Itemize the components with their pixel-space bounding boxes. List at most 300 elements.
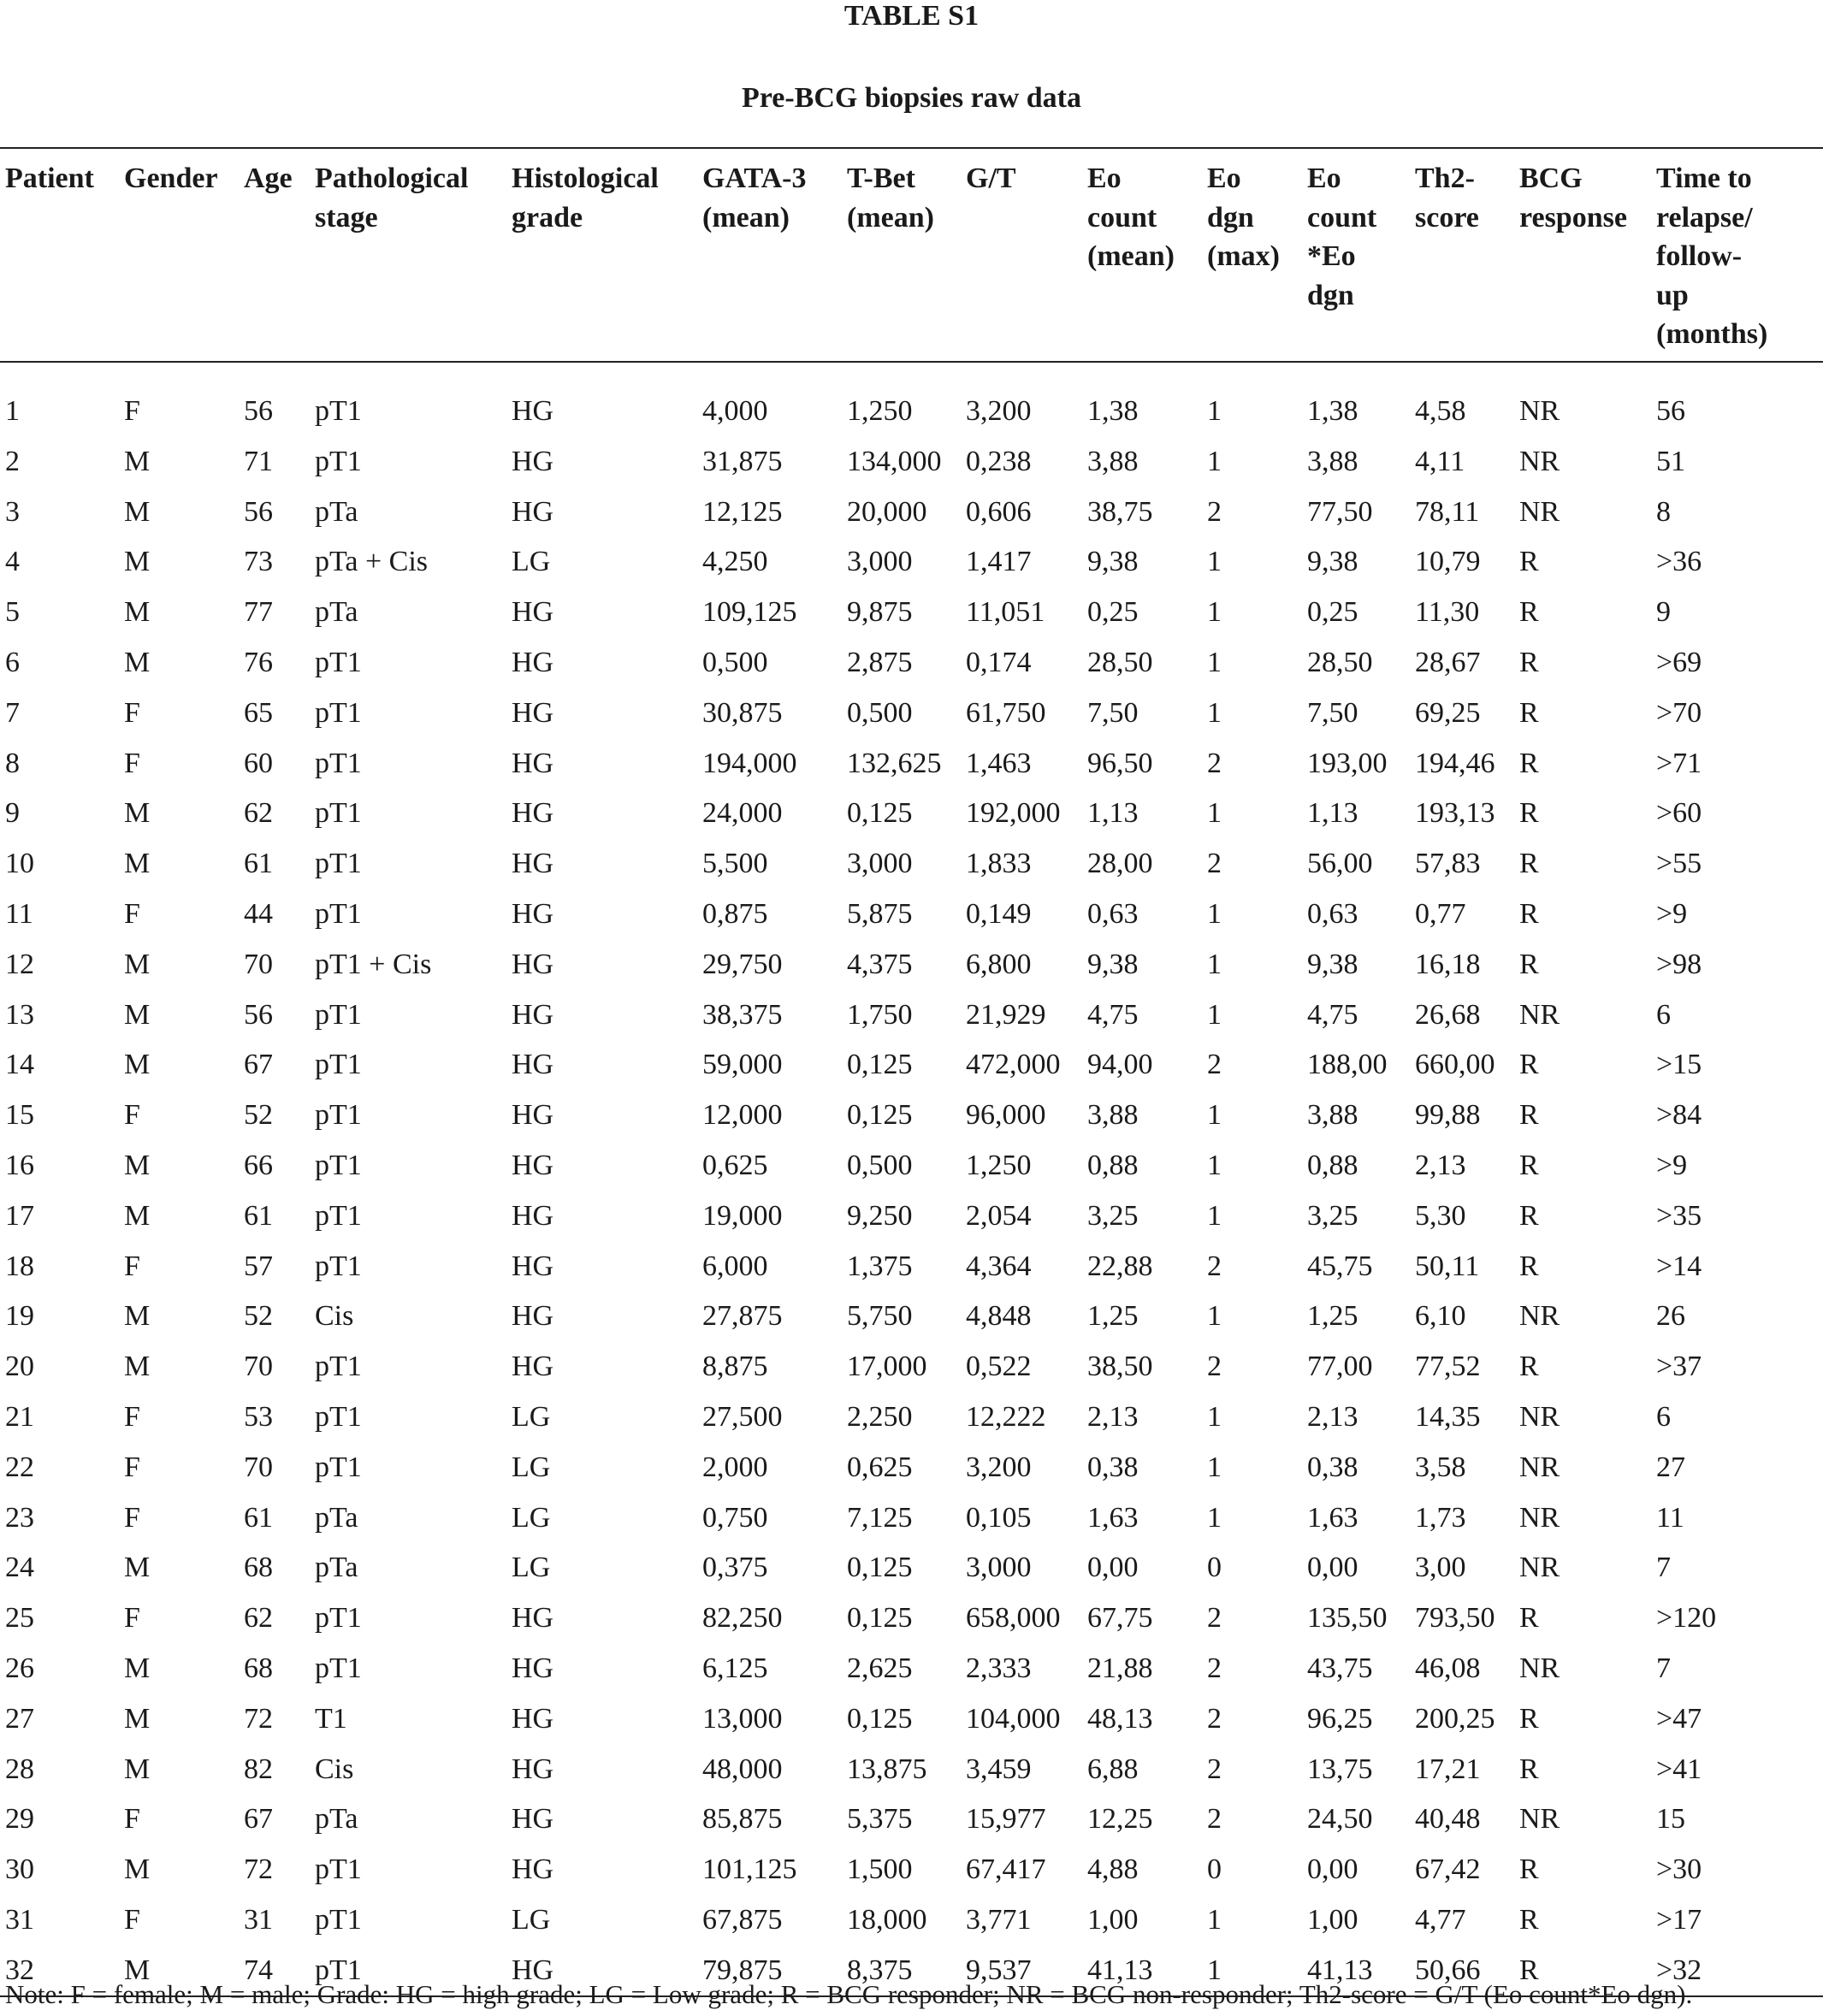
table-row: [0, 1392, 1823, 1443]
table-cell: 3,88: [1307, 1099, 1358, 1132]
table-cell: 2: [1207, 1351, 1222, 1383]
table-row: [0, 1292, 1823, 1342]
table-cell: 1,417: [966, 546, 1032, 578]
table-cell: 17,000: [847, 1351, 927, 1383]
column-header: [310, 148, 506, 362]
table-cell: 1: [1207, 546, 1222, 578]
table-cell: 1: [1207, 898, 1222, 931]
table-cell: 20,000: [847, 495, 927, 528]
table-cell: 8,375: [842, 1945, 961, 1996]
table-cell: 660,00: [1415, 1049, 1495, 1081]
column-header-line: (months): [1656, 318, 1768, 350]
table-title: TABLE S1: [843, 0, 980, 32]
table-cell: 0,750: [702, 1501, 768, 1534]
table-cell: >120: [1656, 1602, 1717, 1635]
table-cell: 9,38: [1307, 948, 1358, 980]
table-cell: 109,125: [702, 596, 797, 629]
table-cell: 2: [1207, 1803, 1222, 1836]
table-cell: 0,25: [1087, 596, 1139, 629]
table-cell: 56: [244, 395, 273, 427]
table-cell: 1: [1207, 948, 1222, 980]
table-cell: 14,35: [1415, 1401, 1481, 1434]
table-cell: pT1: [315, 1049, 362, 1081]
table-cell: 0,125: [847, 1702, 913, 1735]
table-cell: R: [1519, 1099, 1539, 1132]
column-header: [1514, 148, 1651, 362]
table-cell: 56: [244, 495, 273, 528]
table-cell: 65: [244, 696, 273, 729]
table-cell: 9,875: [847, 596, 913, 629]
table-cell: NR: [1519, 445, 1560, 477]
table-cell: R: [1519, 1199, 1539, 1232]
table-row: [0, 487, 1823, 537]
table-cell: 24,50: [1307, 1803, 1373, 1836]
table-cell: 0,500: [847, 1150, 913, 1182]
table-cell: HG: [512, 1652, 554, 1685]
table-cell: 135,50: [1307, 1602, 1388, 1635]
table-cell: 0,63: [1087, 898, 1139, 931]
table-cell: 59,000: [702, 1049, 783, 1081]
table-cell: 5,30: [1415, 1199, 1466, 1232]
table-cell: pT1: [315, 1250, 362, 1282]
table-cell: 11,30: [1415, 596, 1480, 629]
table-cell: 194,000: [702, 747, 797, 779]
table-cell: 3,459: [966, 1753, 1032, 1785]
table-cell: >14: [1656, 1250, 1702, 1282]
table-cell: 96,000: [966, 1099, 1046, 1132]
column-header: [697, 148, 842, 362]
table-cell: 1,00: [1087, 1904, 1139, 1936]
table-cell: 0,500: [847, 696, 913, 729]
table-cell: M: [124, 495, 151, 528]
raw-data-table: [0, 147, 1823, 1997]
table-cell: 8,875: [702, 1351, 768, 1383]
table-cell: 4,000: [702, 395, 768, 427]
table-cell: 3,000: [847, 546, 913, 578]
table-cell: 51: [1656, 445, 1685, 477]
table-cell: Cis: [315, 1753, 354, 1785]
table-cell: 1: [5, 395, 20, 427]
table-cell: 50,66: [1410, 1945, 1514, 1996]
table-cell: 2,000: [702, 1451, 768, 1483]
table-cell: M: [124, 1702, 151, 1735]
table-row: [0, 1845, 1823, 1895]
table-cell: 19: [5, 1300, 34, 1333]
table-cell: 9: [1656, 596, 1671, 629]
table-cell: 4,77: [1415, 1904, 1466, 1936]
table-cell: 56,00: [1307, 848, 1373, 880]
table-cell: HG: [512, 1049, 554, 1081]
table-footnote: Note: F = female; M = male; Grade: HG = high grade; LG = Low grade; R = BCG responder; NR = BCG non-responder; Th2-score = G/T (Eo count*Eo dgn).: [5, 1979, 1693, 2009]
table-cell: >55: [1656, 848, 1702, 880]
table-cell: HG: [512, 647, 554, 679]
table-cell: >69: [1656, 647, 1702, 679]
table-cell: 17,21: [1415, 1753, 1481, 1785]
table-cell: 82: [244, 1753, 273, 1785]
table-cell: HG: [512, 1753, 554, 1785]
table-cell: HG: [512, 596, 554, 629]
table-cell: 28,00: [1087, 848, 1153, 880]
table-cell: 11: [5, 898, 33, 931]
table-cell: 4,75: [1307, 998, 1358, 1031]
table-cell: NR: [1519, 1451, 1560, 1483]
table-cell: 2,054: [966, 1199, 1032, 1232]
table-cell: >17: [1656, 1904, 1702, 1936]
table-cell: 26,68: [1415, 998, 1481, 1031]
table-cell: 1,25: [1307, 1300, 1358, 1333]
table-cell: 1,750: [847, 998, 913, 1031]
table-cell: 1,375: [847, 1250, 913, 1282]
table-cell: R: [1519, 1702, 1539, 1735]
table-cell: 79,875: [697, 1945, 842, 1996]
table-cell: 25: [5, 1602, 34, 1635]
table-cell: 3,000: [847, 848, 913, 880]
table-row: [0, 1091, 1823, 1141]
column-header-line: count: [1087, 201, 1157, 234]
column-header-line: dgn: [1307, 279, 1354, 311]
table-cell: 67,42: [1415, 1853, 1481, 1886]
column-header-line: (mean): [702, 201, 790, 234]
table-cell: 0,149: [966, 898, 1032, 931]
table-cell: 1,63: [1087, 1501, 1139, 1534]
table-cell: >84: [1656, 1099, 1702, 1132]
table-cell: 4,75: [1087, 998, 1139, 1031]
column-header-line: stage: [315, 201, 378, 234]
column-header-line: Th2-: [1415, 163, 1475, 194]
table-cell: 104,000: [966, 1702, 1061, 1735]
table-cell: 1: [1207, 1401, 1222, 1434]
table-row: [0, 738, 1823, 789]
table-cell: M: [124, 797, 151, 830]
table-row: [0, 839, 1823, 890]
table-cell: 13,000: [702, 1702, 783, 1735]
table-cell: 0,88: [1307, 1150, 1358, 1182]
table-cell: 0,00: [1307, 1552, 1358, 1584]
table-cell: 62: [244, 1602, 273, 1635]
table-cell: 6,000: [702, 1250, 768, 1282]
table-cell: 9,250: [847, 1199, 913, 1232]
table-cell: R: [1519, 647, 1539, 679]
table-cell: 0,25: [1307, 596, 1358, 629]
column-header-line: (max): [1207, 240, 1280, 272]
table-cell: F: [124, 1501, 140, 1534]
table-cell: M: [124, 1049, 151, 1081]
column-header: [1082, 148, 1202, 362]
table-cell: 1,463: [966, 747, 1032, 779]
table-cell: 793,50: [1415, 1602, 1495, 1635]
table-cell: 68: [244, 1552, 273, 1584]
table-cell: 72: [244, 1853, 273, 1886]
table-cell: 74: [239, 1945, 310, 1996]
table-cell: 0,522: [966, 1351, 1032, 1383]
table-cell: 7,50: [1087, 696, 1139, 729]
table-cell: M: [124, 445, 151, 477]
table-row: [0, 1543, 1823, 1593]
table-cell: 8: [5, 747, 20, 779]
table-cell: 193,13: [1415, 797, 1495, 830]
table-cell: R: [1519, 546, 1539, 578]
table-cell: 0,125: [847, 1552, 913, 1584]
table-cell: 76: [244, 647, 273, 679]
table-cell: 2,13: [1307, 1401, 1358, 1434]
table-cell: 1,38: [1087, 395, 1139, 427]
table-cell: F: [124, 1250, 140, 1282]
table-cell: 41,13: [1302, 1945, 1410, 1996]
table-cell: 188,00: [1307, 1049, 1388, 1081]
column-header-line: GATA-3: [702, 163, 807, 194]
table-cell: 69,25: [1415, 696, 1481, 729]
table-cell: 1,73: [1415, 1501, 1466, 1534]
table-cell: LG: [512, 1451, 551, 1483]
table-cell: 70: [244, 1351, 273, 1383]
table-cell: 1: [1207, 1199, 1222, 1232]
table-cell: 77,52: [1415, 1351, 1481, 1383]
table-cell: pT1: [315, 1150, 362, 1182]
table-row: [0, 437, 1823, 488]
table-cell: 56: [244, 998, 273, 1031]
table-cell: 29: [5, 1803, 34, 1836]
table-cell: 38,75: [1087, 495, 1153, 528]
table-cell: pT1: [315, 1351, 362, 1383]
table-cell: 8: [1656, 495, 1671, 528]
table-cell: M: [124, 848, 151, 880]
table-cell: 2: [1207, 1602, 1222, 1635]
table-cell: 28,50: [1307, 647, 1373, 679]
table-cell: HG: [512, 1853, 554, 1886]
table-cell: 5,750: [847, 1300, 913, 1333]
table-cell: F: [124, 395, 140, 427]
table-cell: HG: [512, 747, 554, 779]
table-cell: 70: [244, 948, 273, 980]
table-cell: 30: [5, 1853, 34, 1886]
table-cell: NR: [1519, 1501, 1560, 1534]
table-cell: >30: [1656, 1853, 1702, 1886]
table-cell: 10: [5, 848, 34, 880]
table-cell: 0,500: [702, 647, 768, 679]
table-cell: M: [119, 1945, 239, 1996]
table-cell: 6,125: [702, 1652, 768, 1685]
table-cell: HG: [512, 1300, 554, 1333]
table-cell: R: [1519, 1753, 1539, 1785]
table-cell: 200,25: [1415, 1702, 1495, 1735]
column-header-line: count: [1307, 201, 1377, 234]
table-cell: 12,25: [1087, 1803, 1153, 1836]
table-cell: 0,125: [847, 797, 913, 830]
column-header-line: Eo: [1207, 163, 1241, 194]
table-cell: >37: [1656, 1351, 1702, 1383]
table-cell: 3,200: [966, 395, 1032, 427]
table-cell: 12,125: [702, 495, 783, 528]
table-cell: 27: [5, 1702, 34, 1735]
table-row: [0, 688, 1823, 738]
table-cell: 0: [1207, 1552, 1222, 1584]
table-cell: pT1: [315, 898, 362, 931]
table-cell: pT1: [315, 1853, 362, 1886]
table-cell: 52: [244, 1300, 273, 1333]
table-cell: 6,800: [966, 948, 1032, 980]
table-row: [0, 1694, 1823, 1744]
table-cell: 4,58: [1415, 395, 1466, 427]
table-cell: 2,625: [847, 1652, 913, 1685]
table-cell: 66: [244, 1150, 273, 1182]
table-cell: pT1: [315, 696, 362, 729]
table-cell: 31: [244, 1904, 273, 1936]
table-cell: 7: [1656, 1652, 1671, 1685]
table-cell: 24,000: [702, 797, 783, 830]
table-cell: 70: [244, 1451, 273, 1483]
table-cell: 77: [244, 596, 273, 629]
table-cell: 4,848: [966, 1300, 1032, 1333]
table-row: [0, 1593, 1823, 1644]
table-cell: HG: [512, 1250, 554, 1282]
table-cell: >32: [1651, 1945, 1823, 1996]
column-header: [0, 148, 119, 362]
table-cell: 21,929: [966, 998, 1046, 1031]
table-cell: 1: [1207, 596, 1222, 629]
table-cell: 0,125: [847, 1099, 913, 1132]
table-cell: >36: [1656, 546, 1702, 578]
table-cell: M: [124, 1753, 151, 1785]
table-cell: F: [124, 1451, 140, 1483]
table-cell: 6,10: [1415, 1300, 1466, 1333]
table-cell: R: [1519, 1351, 1539, 1383]
table-cell: 48,000: [702, 1753, 783, 1785]
table-cell: M: [124, 596, 151, 629]
table-cell: NR: [1519, 998, 1560, 1031]
table-cell: 2: [1207, 1049, 1222, 1081]
table-cell: 0,375: [702, 1552, 768, 1584]
table-cell: R: [1519, 1904, 1539, 1936]
table-cell: 62: [244, 797, 273, 830]
table-cell: 73: [244, 546, 273, 578]
table-cell: 30,875: [702, 696, 783, 729]
table-cell: HG: [512, 1199, 554, 1232]
table-cell: 1: [1207, 696, 1222, 729]
table-cell: 14: [5, 1049, 34, 1081]
table-cell: 23: [5, 1501, 34, 1534]
table-row: [0, 1191, 1823, 1241]
table-cell: 4,364: [966, 1250, 1032, 1282]
table-cell: 2: [1207, 848, 1222, 880]
table-cell: HG: [512, 445, 554, 477]
table-cell: 1: [1207, 797, 1222, 830]
table-cell: HG: [512, 395, 554, 427]
table-cell: 192,000: [966, 797, 1061, 830]
table-cell: 61: [244, 1199, 273, 1232]
table-cell: 28,67: [1415, 647, 1481, 679]
table-cell: 0,875: [702, 898, 768, 931]
table-cell: 94,00: [1087, 1049, 1153, 1081]
table-cell: 82,250: [702, 1602, 783, 1635]
table-cell: pTa: [315, 495, 358, 528]
table-cell: 0,00: [1087, 1552, 1139, 1584]
table-cell: 1: [1207, 1904, 1222, 1936]
table-cell: 45,75: [1307, 1250, 1373, 1282]
table-cell: 12,000: [702, 1099, 783, 1132]
table-cell: R: [1519, 1250, 1539, 1282]
table-cell: HG: [512, 998, 554, 1031]
table-cell: HG: [512, 1702, 554, 1735]
table-cell: 68: [244, 1652, 273, 1685]
table-cell: 1,00: [1307, 1904, 1358, 1936]
table-row: [0, 890, 1823, 940]
table-cell: 1,38: [1307, 395, 1358, 427]
table-cell: 0,00: [1307, 1853, 1358, 1886]
table-row: [0, 789, 1823, 839]
table-cell: F: [124, 1602, 140, 1635]
column-header-line: T-Bet: [847, 163, 915, 194]
table-cell: T1: [315, 1702, 347, 1735]
column-header: [1651, 148, 1823, 362]
table-cell: 0,125: [847, 1602, 913, 1635]
table-cell: 52: [244, 1099, 273, 1132]
table-cell: M: [124, 1199, 151, 1232]
table-cell: 1: [1207, 998, 1222, 1031]
table-cell: 4,375: [847, 948, 913, 980]
table-cell: pTa: [315, 1803, 358, 1836]
table-cell: pTa: [315, 596, 358, 629]
table-cell: HG: [512, 898, 554, 931]
table-row: [0, 1241, 1823, 1292]
table-cell: 1,500: [847, 1853, 913, 1886]
table-cell: pT1: [315, 1199, 362, 1232]
table-cell: 2: [1207, 747, 1222, 779]
table-cell: 40,48: [1415, 1803, 1481, 1836]
table-cell: 11,051: [966, 596, 1045, 629]
table-body: [0, 362, 1823, 1997]
table-cell: NR: [1519, 1401, 1560, 1434]
column-header-line: BCG: [1519, 163, 1583, 194]
table-cell: R: [1519, 696, 1539, 729]
table-cell: M: [124, 1552, 151, 1584]
table-cell: 38,50: [1087, 1351, 1153, 1383]
table-cell: 0,63: [1307, 898, 1358, 931]
table-cell: 71: [244, 445, 273, 477]
table-cell: NR: [1519, 395, 1560, 427]
table-cell: 194,46: [1415, 747, 1495, 779]
table-cell: 7,125: [847, 1501, 913, 1534]
table-cell: 5,875: [847, 898, 913, 931]
table-cell: 1,250: [966, 1150, 1032, 1182]
table-cell: 0,38: [1307, 1451, 1358, 1483]
table-cell: 46,08: [1415, 1652, 1481, 1685]
table-cell: 7,50: [1307, 696, 1358, 729]
table-row: [0, 1744, 1823, 1794]
column-header-line: relapse/: [1656, 201, 1753, 234]
table-cell: 0,105: [966, 1501, 1032, 1534]
table-cell: F: [124, 898, 140, 931]
table-cell: 2: [1207, 1702, 1222, 1735]
table-cell: >35: [1656, 1199, 1702, 1232]
column-header-line: grade: [512, 201, 583, 234]
table-cell: HG: [512, 1803, 554, 1836]
table-cell: 9,38: [1307, 546, 1358, 578]
table-cell: HG: [512, 1351, 554, 1383]
table-cell: 29,750: [702, 948, 783, 980]
table-cell: M: [124, 948, 151, 980]
table-cell: 658,000: [966, 1602, 1061, 1635]
column-header: [1202, 148, 1302, 362]
table-cell: LG: [512, 1904, 551, 1936]
table-cell: R: [1519, 1853, 1539, 1886]
table-cell: 2,250: [847, 1401, 913, 1434]
table-cell: 5,500: [702, 848, 768, 880]
table-cell: HG: [512, 1602, 554, 1635]
table-cell: 67: [244, 1803, 273, 1836]
table-cell: 77,00: [1307, 1351, 1373, 1383]
table-row: [0, 1442, 1823, 1493]
table-cell: HG: [512, 797, 554, 830]
